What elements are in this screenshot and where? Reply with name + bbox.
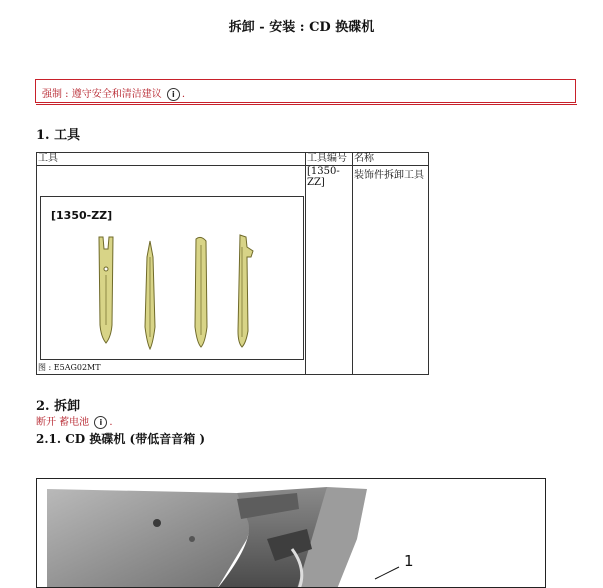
tool-name-cell: 装饰件拆卸工具 [353,166,429,375]
column-header-name: 名称 [353,153,429,166]
section-heading-cd-changer: 2.1. CD 换碟机 (带低音音箱 ) [36,432,206,446]
column-header-tool-number: 工具编号 [306,153,353,166]
tool-number-cell: [1350-ZZ] [306,166,353,375]
disconnect-battery-link[interactable]: 断开 蓄电池 [36,417,90,428]
info-icon[interactable]: i [167,88,180,101]
warning-text-line [42,85,185,101]
section-heading-tools: 1. 工具 [36,128,81,143]
callout-label: 1 [404,552,414,570]
warning-suffix: . [181,89,186,100]
info-icon[interactable]: i [94,416,107,429]
warning-box [35,79,576,103]
column-header-tool: 工具 [37,153,306,166]
tool-figure [40,196,304,360]
section-heading-removal: 2. 拆卸 [36,399,81,414]
trim-removal-tools-illustration [41,197,303,359]
tool-figure-code: [1350-ZZ] [51,209,113,222]
disconnect-suffix: . [109,417,113,428]
trunk-interior-illustration [37,479,546,588]
table-header-row [37,153,429,166]
figure-reference: 图 : E5AG02MT [38,363,101,372]
warning-text: 强制 : 遵守安全和清洁建议 [42,89,162,100]
tool-hooked [238,235,253,347]
trunk-photo [36,478,546,588]
disconnect-battery-line [36,413,113,429]
document-title: 拆卸 - 安装 : CD 换碟机 [228,20,375,35]
